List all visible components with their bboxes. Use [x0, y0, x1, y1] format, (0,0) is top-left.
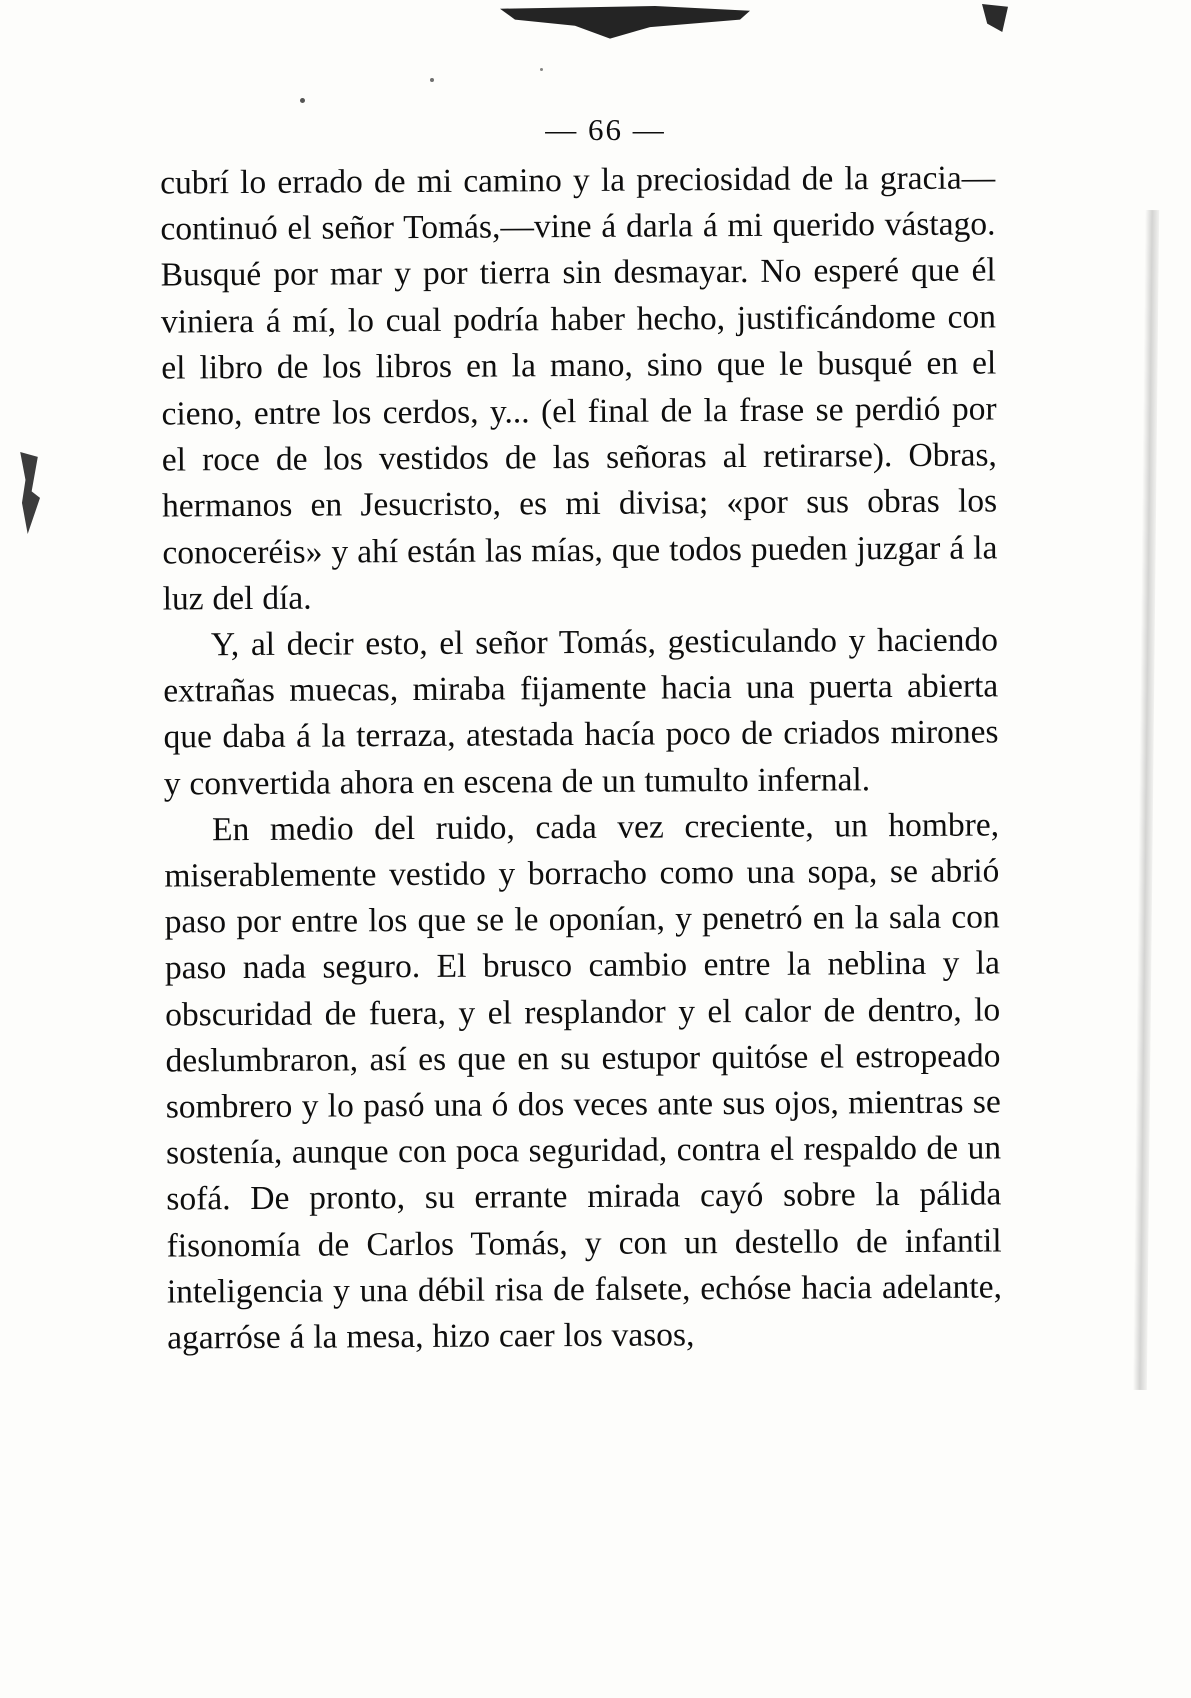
scan-speck-icon	[540, 68, 543, 71]
scan-speck-icon	[300, 98, 305, 103]
scan-smudge-left-icon	[18, 452, 40, 534]
paragraph: En medio del ruido, cada vez creciente, un hombre, miserablemente vestido y borracho como una sopa, se abrió paso por entre los que se le oponían, y penetró en la sala con paso nada seguro. El brusco cambio entre la neblina y la obscuridad de fuera, y el resplandor y el calor de dentro, lo deslumbraron, así es que en su estupor quitóse el estropeado sombrero y lo pasó una ó dos veces ante sus ojos, mientras se sostenía, aunque con poca seguridad, contra el respaldo de un sofá. De pronto, su errante mirada cayó sobre la pálida fisonomía de Carlos Tomás, y con un destello de infantil inteligencia y una débil risa de falsete, echóse hacia adelante, agarróse á la mesa, hizo caer los vasos,	[164, 806, 1003, 1357]
paragraph: cubrí lo errado de mi camino y la preciosidad de la gracia—continuó el señor Tomás,—vine á darla á mi querido vástago. Busqué por mar y por tierra sin desmayar. No esperé que él viniera á mí, lo cual podría haber hecho, justificándome con el libro de los libros en la mano, sino que le busqué en el cieno, entre los cerdos, y... (el final de la frase se perdió por el roce de los vestidos de las señoras al retirarse). Obras, hermanos en Jesucristo, es mi divisa; «por sus obras los conoceréis» y ahí están las mías, que todos pueden juzgar á la luz del día.	[160, 159, 998, 618]
body-text	[160, 155, 1002, 1361]
scan-speck-icon	[430, 78, 434, 82]
page-number: — 66 —	[545, 112, 666, 147]
scan-smudge-corner-icon	[982, 4, 1008, 32]
paragraph: Y, al decir esto, el señor Tomás, gesticulando y haciendo extrañas muecas, miraba fijamente hacia una puerta abierta que daba á la terraza, atestada hacía poco de criados mirones y convertida ahora en escena de un tumulto infernal.	[163, 621, 999, 803]
scan-smudge-top-icon	[500, 6, 750, 40]
page-edge-shadow	[1133, 210, 1159, 1390]
